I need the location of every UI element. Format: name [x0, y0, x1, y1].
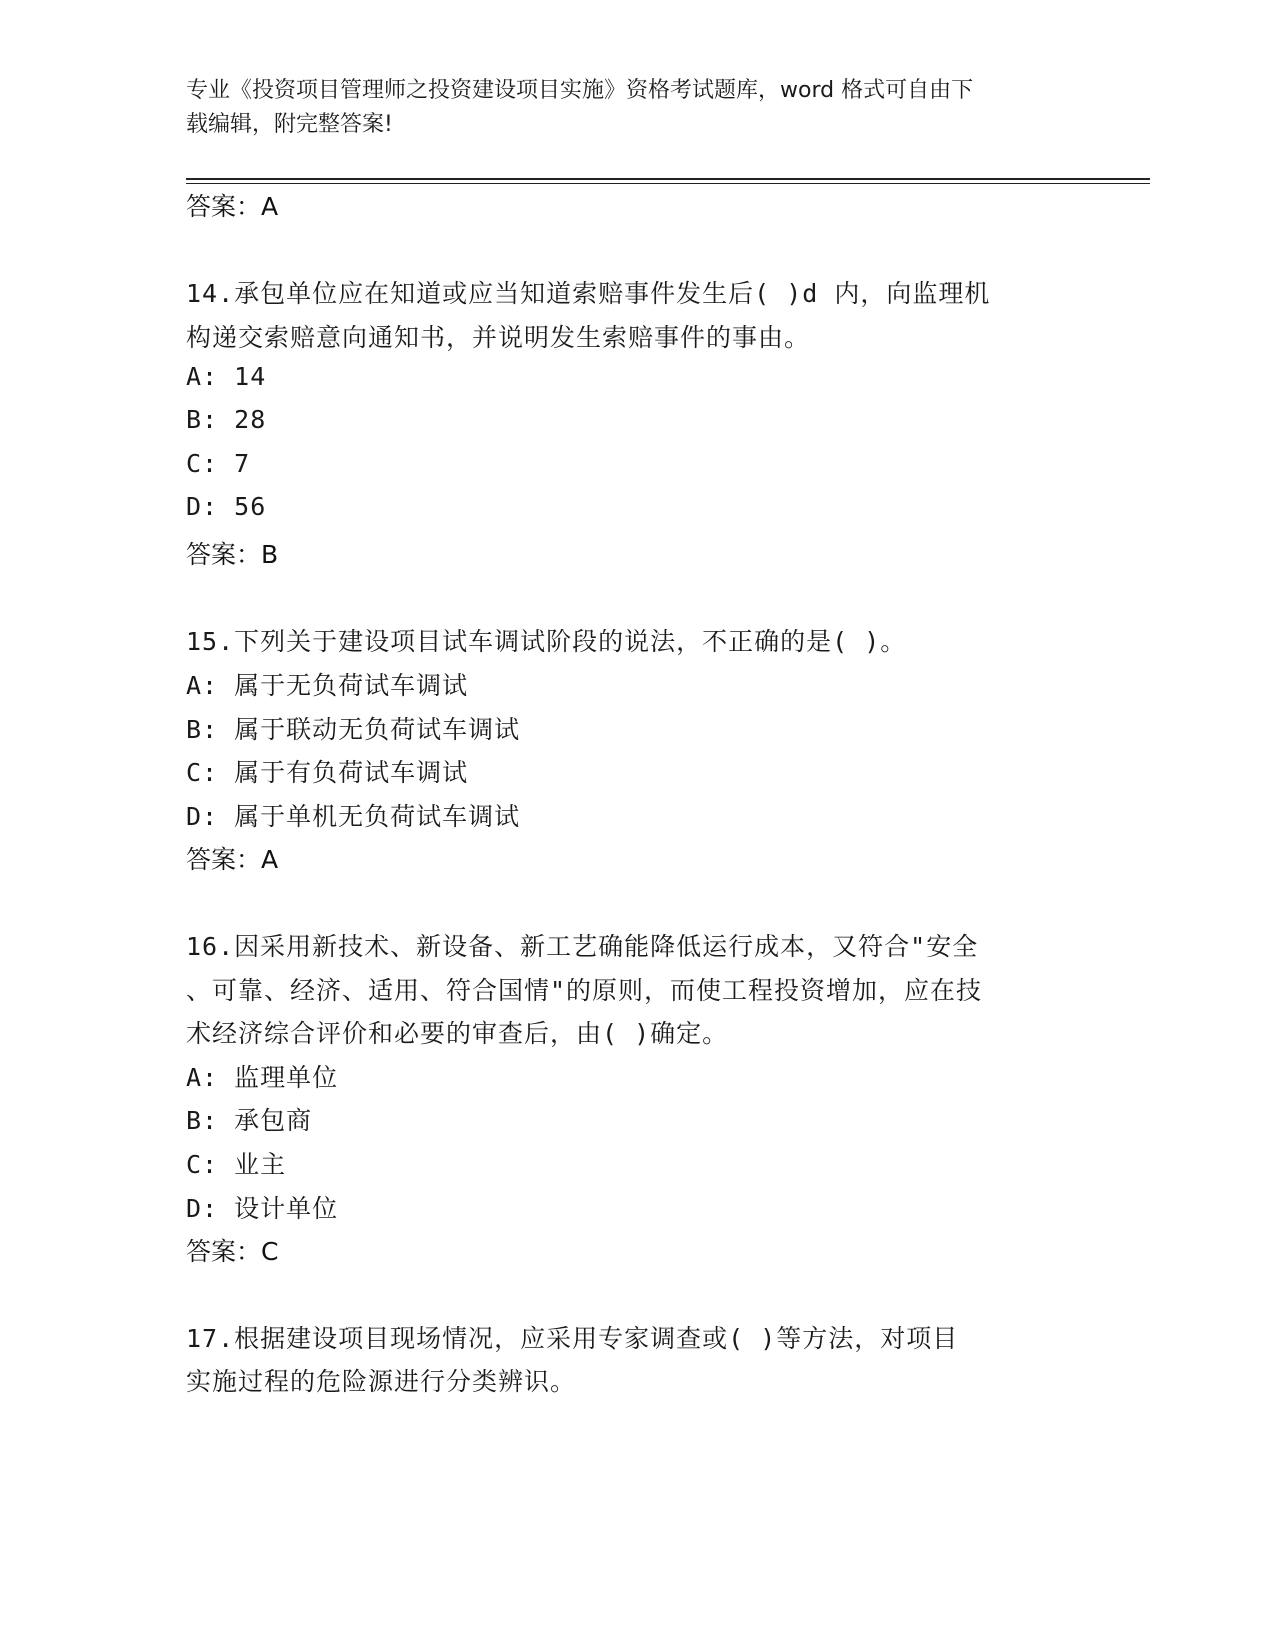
question-14-stem-line-2: 构递交索赔意向通知书，并说明发生索赔事件的事由。 [186, 323, 811, 352]
header-rule-thick [186, 178, 1150, 180]
question-16-stem-line-3: 术经济综合评价和必要的审查后，由( )确定。 [186, 1019, 729, 1048]
question-16-option-b: B: 承包商 [186, 1106, 313, 1135]
question-17-stem-line-2: 实施过程的危险源进行分类辨识。 [186, 1367, 577, 1396]
question-16-answer: 答案：C [186, 1237, 279, 1266]
question-15-option-c: C: 属于有负荷试车调试 [186, 758, 469, 787]
header-line-2: 载编辑，附完整答案! [186, 112, 393, 137]
question-14-stem-line-1: 14.承包单位应在知道或应当知道索赔事件发生后( )d 内，向监理机 [186, 279, 991, 308]
question-14-option-a: A: 14 [186, 362, 267, 391]
document-header [186, 74, 1066, 142]
question-14-option-b: B: 28 [186, 405, 267, 434]
header-rule-thin [186, 183, 1150, 184]
question-15-option-a: A: 属于无负荷试车调试 [186, 671, 469, 700]
question-14-option-c: C: 7 [186, 449, 251, 478]
question-15-stem-line-1: 15.下列关于建设项目试车调试阶段的说法，不正确的是( )。 [186, 627, 907, 656]
question-15-answer: 答案：A [186, 845, 279, 874]
question-14-answer: 答案：B [186, 540, 279, 569]
question-16-option-a: A: 监理单位 [186, 1063, 339, 1092]
question-17-stem-line-1: 17.根据建设项目现场情况，应采用专家调查或( )等方法，对项目 [186, 1324, 959, 1353]
answer-prev: 答案：A [186, 192, 279, 221]
header-line-1: 专业《投资项目管理师之投资建设项目实施》资格考试题库，word 格式可自由下 [186, 78, 974, 103]
question-15-option-d: D: 属于单机无负荷试车调试 [186, 802, 521, 831]
question-15-option-b: B: 属于联动无负荷试车调试 [186, 715, 521, 744]
question-14-option-d: D: 56 [186, 492, 267, 521]
question-16-option-c: C: 业主 [186, 1150, 287, 1179]
question-16-option-d: D: 设计单位 [186, 1194, 339, 1223]
question-16-stem-line-2: 、可靠、经济、适用、符合国情"的原则，而使工程投资增加，应在技 [186, 976, 983, 1005]
question-16-stem-line-1: 16.因采用新技术、新设备、新工艺确能降低运行成本，又符合"安全 [186, 932, 979, 961]
